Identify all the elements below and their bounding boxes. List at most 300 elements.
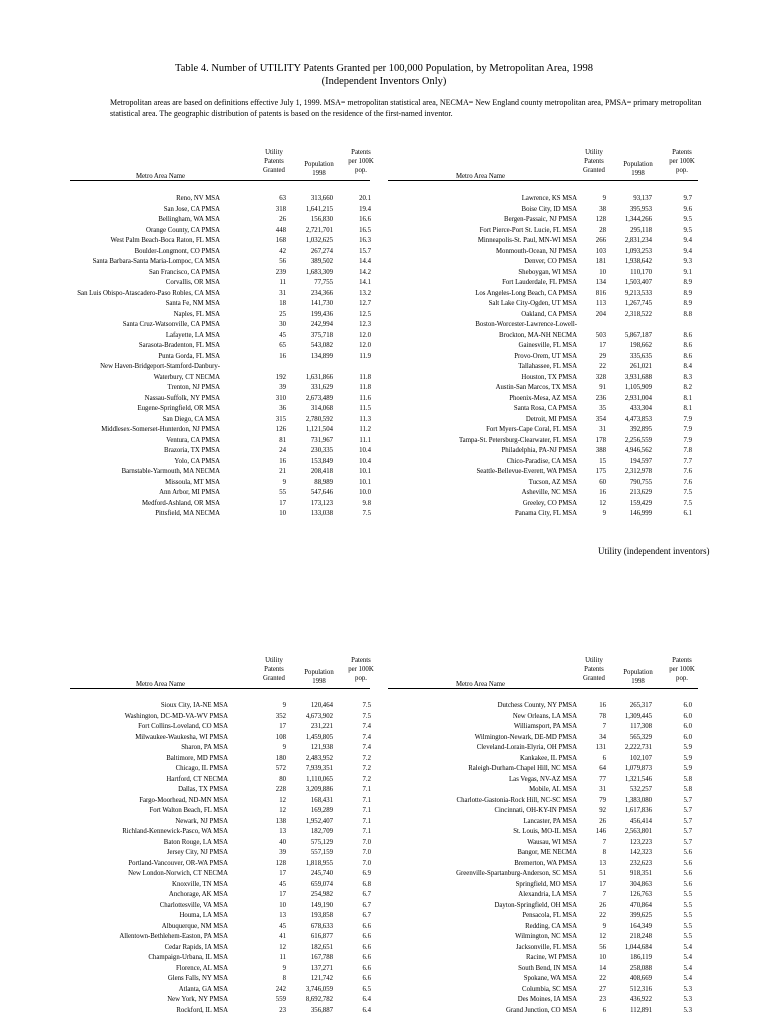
patents-granted: 315 [275,415,286,423]
metro-area-name: Denver, CO PMSA [524,258,577,265]
metro-area-name: Reno, NV MSA [176,195,220,202]
population: 120,464 [310,702,333,709]
population: 456,414 [629,817,652,825]
table-row [0,278,768,289]
population: 142,323 [629,849,652,856]
metro-area-name: Lancaster, PA MSA [523,817,577,825]
population: 2,673,489 [305,394,333,402]
metro-area-name: Boulder-Longmont, CO PMSA [134,247,220,255]
metro-area-name: Middlesex-Somerset-Hunterdon, NJ PMSA [101,426,220,433]
population: 512,316 [629,985,652,993]
patents-granted: 41 [279,933,286,940]
population: 532,257 [629,786,652,793]
table-row [0,257,768,268]
patents-per-100k: 8.9 [683,289,692,297]
table-row [0,404,768,415]
table-row [0,974,768,985]
table-row [0,943,768,954]
metro-area-name: Sioux City, IA-NE MSA [160,702,228,709]
population: 659,074 [310,880,333,888]
patents-per-100k: 8.1 [683,394,692,402]
table-row [0,415,768,426]
metro-area-name: Bergen-Passaic, NJ PMSA [504,216,577,223]
table-row [0,247,768,258]
patents-per-100k: 7.5 [362,510,371,517]
patents-granted: 816 [595,289,606,297]
population: 1,105,909 [624,384,652,391]
patents-per-100k: 11.2 [359,426,371,433]
patents-granted: 181 [595,258,606,265]
patents-per-100k: 8.9 [683,279,692,286]
population: 2,563,801 [624,828,652,835]
column-header-patents: Utility Patents Granted [583,657,605,682]
patents-granted: 354 [595,415,606,423]
metro-area-name: Monmouth-Ocean, NJ PMSA [496,247,577,255]
table-row [0,785,768,796]
metro-area-name: Bangor, ME NECMA [517,849,577,856]
metro-area-name: Ann Arbor, MI PMSA [159,489,220,496]
population: 1,032,625 [305,237,333,244]
population: 133,038 [310,510,333,517]
population: 2,222,731 [624,744,652,751]
patents-granted: 266 [595,237,606,244]
patents-per-100k: 10.1 [359,468,371,475]
metro-area-name: Austin-San Marcos, TX MSA [495,384,577,391]
patents-per-100k: 7.9 [683,436,692,444]
population: 245,740 [310,870,333,877]
patents-granted: 11 [279,279,286,286]
table-row [0,226,768,237]
patents-granted: 11 [279,954,286,961]
patents-granted: 126 [275,426,286,433]
metro-area-name: Cleveland-Lorain-Elyria, OH PMSA [476,744,577,751]
table-row [0,299,768,310]
patents-per-100k: 5.5 [683,922,692,930]
population: 261,021 [629,363,652,370]
population: 1,818,955 [305,859,333,867]
population: 2,318,522 [624,310,652,318]
table-row [0,488,768,499]
patents-per-100k: 9.5 [683,226,692,234]
metro-area-name: Raleigh-Durham-Chapel Hill, NC MSA [468,765,577,772]
column-header-per100k: Patents per 100K pop. [348,657,374,682]
patents-granted: 81 [279,436,286,444]
metro-area-name: Fargo-Moorhead, ND-MN MSA [139,796,228,804]
metro-area-name: Lawrence, KS MSA [521,195,577,202]
population: 159,429 [629,499,652,507]
patents-per-100k: 6.0 [683,712,692,720]
column-header-per100k: Patents per 100K pop. [669,657,695,682]
population: 102,107 [629,754,652,762]
column-header-population: Population 1998 [623,161,653,177]
population: 731,967 [310,436,333,444]
population: 173,123 [310,499,333,507]
population: 77,755 [314,279,333,286]
population: 5,867,187 [624,331,652,339]
table-row [0,733,768,744]
population: 156,830 [310,216,333,223]
patents-granted: 559 [275,996,286,1003]
patents-per-100k: 10.4 [359,457,371,465]
patents-per-100k: 5.3 [683,985,692,993]
population: 395,953 [629,205,652,213]
patents-granted: 131 [595,744,606,751]
patents-per-100k: 5.7 [683,838,692,846]
metro-area-name: Dayton-Springfield, OH MSA [494,901,577,909]
population: 3,209,886 [305,786,333,793]
population: 392,895 [629,426,652,433]
metro-area-name: Provo-Orem, UT MSA [514,352,577,360]
table-row [0,701,768,712]
metro-area-name: Sarasota-Bradenton, FL MSA [138,342,220,349]
metro-area-name: Anchorage, AK MSA [168,891,228,898]
population: 141,730 [310,300,333,307]
population: 146,999 [629,510,652,517]
metro-area-name: Los Angeles-Long Beach, CA PMSA [475,289,577,297]
metro-area-name: San Francisco, CA PMSA [149,268,220,276]
table-row [0,764,768,775]
patents-per-100k: 5.8 [683,786,692,793]
patents-per-100k: 9.3 [683,258,692,265]
patents-per-100k: 9.5 [683,216,692,223]
patents-per-100k: 10.4 [359,447,371,454]
population: 331,629 [310,384,333,391]
patents-per-100k: 7.9 [683,426,692,433]
patents-per-100k: 7.5 [683,489,692,496]
patents-per-100k: 6.6 [362,943,371,951]
metro-area-name: West Palm Beach-Boca Raton, FL MSA [110,237,220,244]
population: 258,088 [629,964,652,972]
metro-area-name: Richland-Kennewick-Pasco, WA MSA [122,828,228,835]
patents-granted: 9 [602,195,606,202]
population: 254,982 [310,891,333,898]
metro-area-name: Nassau-Suffolk, NY PMSA [144,394,220,402]
table-row [0,331,768,342]
patents-per-100k: 5.7 [683,817,692,825]
patents-granted: 39 [279,384,286,391]
patents-per-100k: 14.2 [359,268,371,276]
patents-granted: 146 [595,828,606,835]
metro-area-name: Columbia, SC MSA [522,985,577,993]
patents-granted: 17 [279,891,286,898]
metro-area-name: Sharon, PA MSA [181,744,228,751]
patents-per-100k: 5.3 [683,1006,692,1014]
population: 3,746,059 [305,985,333,993]
table-row [0,467,768,478]
metro-area-name: New Orleans, LA MSA [512,712,577,720]
population: 1,079,873 [624,765,652,772]
patents-per-100k: 7.5 [362,712,371,720]
metro-area-name: Wausau, WI MSA [527,838,577,846]
metro-area-name: Santa Cruz-Watsonville, CA PMSA [122,321,220,328]
column-header-patents: Utility Patents Granted [583,149,605,174]
patents-granted: 25 [279,310,286,318]
header-rule [388,688,698,689]
patents-per-100k: 5.7 [683,807,692,814]
table-row [0,869,768,880]
table-row [0,796,768,807]
metro-area-name: Charlotte-Gastonia-Rock Hill, NC-SC MSA [456,796,577,804]
column-header-population: Population 1998 [304,161,334,177]
table-row [0,373,768,384]
patents-per-100k: 12.5 [359,310,371,318]
patents-per-100k: 6.0 [683,723,692,730]
metro-area-name: Milwaukee-Waukesha, WI PMSA [135,733,228,741]
patents-granted: 26 [279,216,286,223]
patents-granted: 14 [599,964,606,972]
patents-granted: 64 [599,765,606,772]
patents-granted: 9 [282,744,286,751]
metro-area-name: Cincinnati, OH-KY-IN PMSA [494,807,577,814]
patents-per-100k: 6.6 [362,975,371,982]
patents-per-100k: 10.1 [359,478,371,486]
population: 2,483,952 [305,754,333,762]
population: 267,274 [310,247,333,255]
patents-per-100k: 6.5 [362,985,371,993]
patents-per-100k: 5.4 [683,964,692,972]
population: 304,863 [629,880,652,888]
patents-per-100k: 8.2 [683,384,692,391]
metro-area-name: Fort Lauderdale, FL PMSA [502,279,577,286]
metro-area-name: St. Louis, MO-IL MSA [513,828,577,835]
column-header-name: Metro Area Name [136,173,186,180]
metro-area-name: San Diego, CA MSA [162,415,220,423]
patents-granted: 8 [602,849,606,856]
table-row [0,964,768,975]
patents-per-100k: 8.8 [683,310,692,318]
table-row [0,932,768,943]
population: 110,170 [630,268,652,276]
table-row [0,362,768,373]
header-rule [70,180,370,181]
patents-granted: 26 [599,901,606,909]
metro-area-name: Santa Barbara-Santa Maria-Lompoc, CA MSA [92,258,220,265]
metro-area-name: Allentown-Bethlehem-Easton, PA MSA [119,933,228,940]
population: 208,418 [310,468,333,475]
metro-area-name: Greeley, CO PMSA [522,499,577,507]
table-row [0,236,768,247]
population: 408,669 [629,975,652,982]
patents-per-100k: 6.6 [362,922,371,930]
patents-granted: 31 [279,289,286,297]
table-row [0,352,768,363]
patents-granted: 16 [599,702,606,709]
metro-area-name: Salt Lake City-Ogden, UT MSA [488,300,577,307]
patents-granted: 56 [279,258,286,265]
patents-per-100k: 16.3 [359,237,371,244]
patents-per-100k: 9.1 [683,268,692,276]
patents-granted: 24 [279,447,286,454]
metro-area-name: Hartford, CT NECMA [166,775,228,783]
patents-granted: 8 [282,975,286,982]
metro-area-name: Naples, FL MSA [173,310,220,318]
column-header-per100k: Patents per 100K pop. [669,149,695,174]
table-row [0,712,768,723]
patents-granted: 175 [595,468,606,475]
table-row [0,320,768,331]
population: 470,864 [629,901,652,909]
patents-per-100k: 7.4 [362,733,371,741]
metro-area-name: Gainesville, FL MSA [518,342,577,349]
metro-area-name: Panama City, FL MSA [515,510,577,517]
patents-granted: 12 [279,796,286,804]
population: 186,119 [630,954,652,961]
title-line-2: (Independent Inventors Only) [321,75,447,87]
patents-per-100k: 7.7 [683,457,692,465]
patents-per-100k: 7.1 [362,807,371,814]
patents-per-100k: 16.6 [359,216,371,223]
population: 112,891 [630,1006,652,1014]
population: 182,709 [310,828,333,835]
patents-granted: 12 [279,943,286,951]
patents-granted: 17 [279,723,286,730]
patents-granted: 42 [279,247,286,255]
population: 134,899 [310,352,333,360]
metro-area-name: Pittsfield, MA NECMA [155,510,220,517]
patents-granted: 108 [275,733,286,741]
patents-per-100k: 5.5 [683,912,692,919]
patents-granted: 9 [602,510,606,517]
metro-area-name: Santa Rosa, CA PMSA [513,405,577,412]
metro-area-name: South Bend, IN MSA [518,964,577,972]
patents-granted: 242 [275,985,286,993]
patents-per-100k: 5.9 [683,754,692,762]
table-row [0,457,768,468]
metro-area-name: Detroit, MI PMSA [525,415,577,423]
metro-area-name: Dallas, TX PMSA [178,786,228,793]
metro-area-name: Yolo, CA PMSA [174,457,220,465]
patents-granted: 10 [279,901,286,909]
metro-area-name: Cedar Rapids, IA MSA [164,943,228,951]
patents-per-100k: 13.2 [359,289,371,297]
metro-area-name: Corvallis, OR MSA [165,279,220,286]
table-row [0,817,768,828]
population: 121,742 [310,975,333,982]
population: 1,459,805 [305,733,333,741]
population: 168,431 [310,796,333,804]
patents-per-100k: 7.1 [362,828,371,835]
population: 314,068 [310,405,333,412]
population: 2,312,978 [624,468,652,475]
metro-area-name: Jacksonville, FL MSA [515,943,577,951]
population: 1,309,445 [624,712,652,720]
table-title [0,63,768,88]
population: 4,673,902 [305,712,333,720]
patents-granted: 192 [275,373,286,381]
patents-per-100k: 7.2 [362,775,371,783]
patents-granted: 180 [275,754,286,762]
patents-per-100k: 7.0 [362,859,371,867]
patents-granted: 9 [282,964,286,972]
table-row [0,394,768,405]
patents-granted: 29 [599,352,606,360]
column-header-patents: Utility Patents Granted [263,149,285,174]
metro-area-name: Kankakee, IL PMSA [520,754,577,762]
population: 335,635 [629,352,652,360]
table-row [0,901,768,912]
table-row [0,194,768,205]
population: 918,351 [629,870,652,877]
column-header-patents: Utility Patents Granted [263,657,285,682]
patents-granted: 388 [595,447,606,454]
patents-granted: 113 [596,300,606,307]
population: 1,110,065 [306,775,333,783]
patents-granted: 328 [595,373,606,381]
patents-per-100k: 19.4 [359,205,371,213]
metro-area-name: Des Moines, IA MSA [517,996,577,1003]
patents-per-100k: 5.4 [683,943,692,951]
metro-area-name: Atlanta, GA MSA [178,985,228,993]
metro-area-name: Barnstable-Yarmouth, MA NECMA [121,468,220,475]
patents-per-100k: 7.0 [362,838,371,846]
patents-granted: 55 [279,489,286,496]
table-row [0,478,768,489]
population: 88,989 [314,478,333,486]
metro-area-name: Brockton, MA-NH NECMA [499,331,577,339]
patents-per-100k: 9.4 [683,237,692,244]
table-row [0,341,768,352]
patents-granted: 228 [275,786,286,793]
metro-area-name: Bellingham, WA MSA [158,216,220,223]
patents-granted: 6 [602,1006,606,1014]
population: 1,503,407 [624,279,652,286]
patents-granted: 15 [599,457,606,465]
patents-per-100k: 6.6 [362,954,371,961]
patents-per-100k: 11.1 [359,436,371,444]
metro-area-name: Eugene-Springfield, OR MSA [137,405,220,412]
metro-area-name: Chico-Paradise, CA MSA [506,457,577,465]
population: 1,952,407 [305,817,333,825]
patents-granted: 310 [275,394,286,402]
patents-granted: 31 [599,786,606,793]
patents-granted: 22 [599,975,606,982]
patents-granted: 26 [599,817,606,825]
population: 218,248 [629,933,652,940]
metro-area-name: New Haven-Bridgeport-Stamford-Danbury- [100,363,220,370]
patents-per-100k: 5.4 [683,954,692,961]
metro-area-name: Redding, CA MSA [525,922,577,930]
patents-per-100k: 8.1 [683,405,692,412]
patents-granted: 13 [599,859,606,867]
patents-per-100k: 5.6 [683,849,692,856]
patents-per-100k: 8.4 [683,363,692,370]
patents-granted: 13 [279,912,286,919]
header-rule [70,688,370,689]
metro-area-name: Fort Pierce-Port St. Lucie, FL MSA [479,226,577,234]
metro-area-name: Pensacola, FL MSA [522,912,577,919]
metro-area-name: Bremerton, WA PMSA [514,859,577,867]
patents-per-100k: 11.8 [359,373,371,381]
metro-area-name: Asheville, NC MSA [521,489,577,496]
patents-granted: 178 [595,436,606,444]
patents-granted: 103 [595,247,606,255]
column-header-population: Population 1998 [304,669,334,685]
metro-area-name: Baltimore, MD PMSA [166,754,228,762]
patents-per-100k: 7.2 [362,754,371,762]
population: 1,267,745 [624,300,652,307]
table-row [0,268,768,279]
metro-area-name: New York, NY PMSA [167,996,228,1003]
patents-per-100k: 7.1 [362,786,371,793]
patents-granted: 9 [602,922,606,930]
patents-granted: 21 [279,468,286,475]
patents-granted: 17 [599,342,606,349]
patents-granted: 9 [282,478,286,486]
metro-area-name: Florence, AL MSA [175,964,228,972]
patents-per-100k: 8.6 [683,331,692,339]
patents-granted: 30 [279,321,286,328]
patents-granted: 239 [275,268,286,276]
